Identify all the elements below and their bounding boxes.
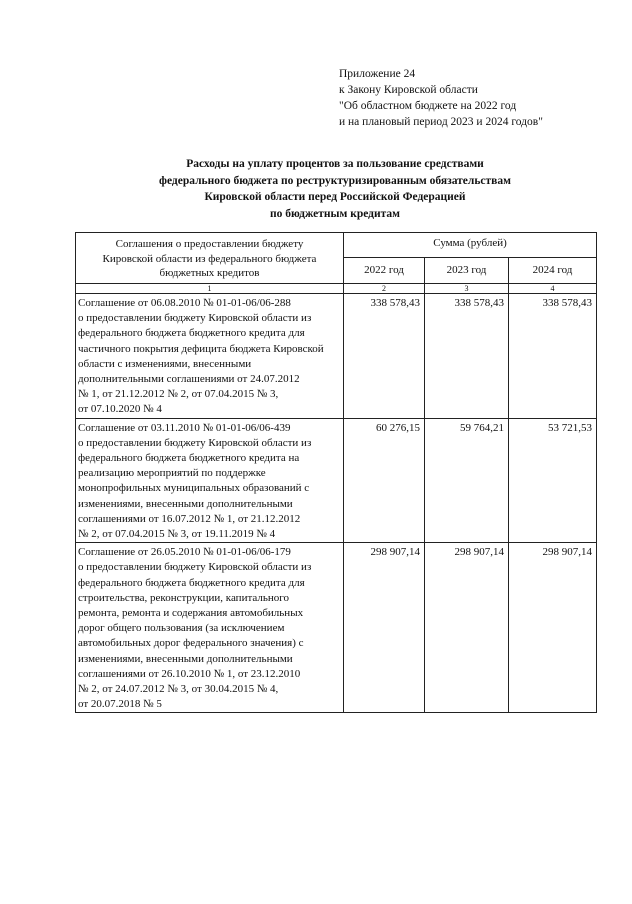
title-line: Кировской области перед Российской Федерацией [204,191,466,203]
agreement-line: изменениями, внесенными дополнительными [78,652,293,665]
amount-2023: 298 907,14 [425,543,509,713]
agreement-line: автомобильных дорог федерального значения) с [78,637,304,650]
agreement-line: дополнительными соглашениями от 24.07.2012 [78,373,300,386]
header-agreements-line: Соглашения о предоставлении бюджету [115,238,304,251]
agreement-line: № 1, от 21.12.2012 № 2, от 07.04.2015 № 3, [78,388,279,401]
agreement-line: дорог общего пользования (за исключением [78,622,285,635]
agreement-line: ремонта, ремонта и содержания автомобильных [78,607,304,620]
annex-header [339,66,543,130]
agreement-line: монопрофильных муниципальных образований с [78,482,310,495]
header-year-2022: 2022 год [344,258,425,284]
agreement-line: соглашениями от 26.10.2010 № 1, от 23.12.2010 [78,667,301,680]
agreement-line: от 20.07.2018 № 5 [78,698,162,711]
amount-2022: 298 907,14 [344,543,425,713]
agreement-description [76,294,344,419]
agreement-line: Соглашение от 03.11.2010 № 01-01-06/06-439 [78,421,291,434]
header-agreements-line: Кировской области из федерального бюджета [102,252,317,265]
title-line: по бюджетным кредитам [270,207,400,220]
header-amount: Сумма (рублей) [344,233,597,258]
agreement-line: № 2, от 24.07.2012 № 3, от 30.04.2015 № 4, [78,683,279,696]
table-body [76,294,597,713]
table-row [76,543,597,713]
agreement-line: федерального бюджета бюджетного кредита для [78,576,305,589]
agreement-line: Соглашение от 26.05.2010 № 01-01-06/06-179 [78,546,291,559]
agreement-line: о предоставлении бюджету Кировской области из [78,436,312,449]
table-header-row [76,233,597,258]
amount-2024: 298 907,14 [509,543,597,713]
column-number: 4 [509,284,597,294]
annex-law-period: и на плановый период 2023 и 2024 годов" [339,116,543,128]
agreement-line: частичного покрытия дефицита бюджета Кировской [78,342,324,355]
column-number: 1 [76,284,344,294]
table-row [76,418,597,543]
title-line: федерального бюджета по реструктуризированным обязательствам [159,174,511,187]
agreement-description [76,418,344,543]
agreement-line: соглашениями от 16.07.2012 № 1, от 21.12.2012 [78,512,301,525]
amount-2024: 338 578,43 [509,294,597,419]
budget-table [75,232,597,713]
agreement-line: федерального бюджета бюджетного кредита для [78,327,305,340]
annex-number: Приложение 24 [339,68,416,80]
annex-law-reference: к Закону Кировской области [339,84,478,96]
document-title [60,156,610,222]
agreement-line: строительства, реконструкции, капитального [78,591,290,604]
amount-2024: 53 721,53 [509,418,597,543]
column-number: 3 [425,284,509,294]
agreement-line: о предоставлении бюджету Кировской области из [78,312,312,325]
column-number-row [76,284,597,294]
header-agreements [76,233,344,284]
agreement-line: федерального бюджета бюджетного кредита на [78,452,300,465]
header-year-2024: 2024 год [509,258,597,284]
title-line: Расходы на уплату процентов за пользование средствами [186,158,484,170]
amount-2022: 60 276,15 [344,418,425,543]
annex-law-title: "Об областном бюджете на 2022 год [339,100,517,112]
amount-2022: 338 578,43 [344,294,425,419]
amount-2023: 338 578,43 [425,294,509,419]
column-number: 2 [344,284,425,294]
agreement-line: реализацию мероприятий по поддержке [78,467,266,480]
agreement-line: Соглашение от 06.08.2010 № 01-01-06/06-288 [78,297,291,309]
agreement-line: № 2, от 07.04.2015 № 3, от 19.11.2019 № 4 [78,528,276,541]
agreement-line: о предоставлении бюджету Кировской области из [78,561,312,574]
agreement-description [76,543,344,713]
agreement-line: области с изменениями, внесенными [78,357,252,370]
amount-2023: 59 764,21 [425,418,509,543]
agreement-line: от 07.10.2020 № 4 [78,403,162,416]
header-agreements-line: бюджетных кредитов [159,267,260,280]
agreement-line: изменениями, внесенными дополнительными [78,497,293,510]
table-row [76,294,597,419]
header-year-2023: 2023 год [425,258,509,284]
